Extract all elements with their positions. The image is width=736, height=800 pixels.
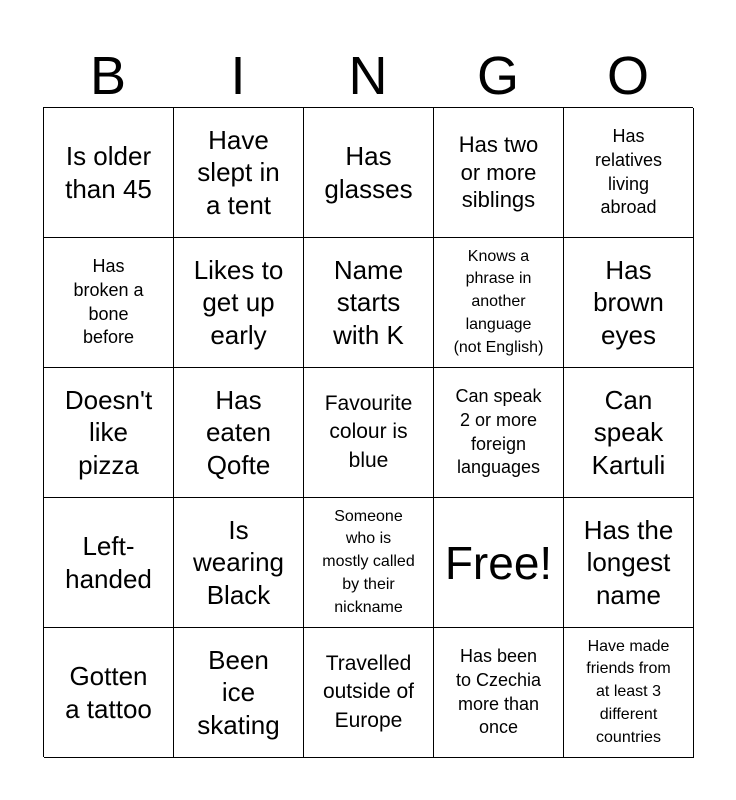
bingo-cell[interactable]: [564, 368, 694, 498]
bingo-cell-text: Have slept in a tent: [197, 125, 280, 220]
bingo-cell-text: Can speak Kartuli: [591, 385, 666, 480]
bingo-cell[interactable]: [44, 368, 174, 498]
bingo-free-space[interactable]: [434, 498, 564, 628]
bingo-cell-text: Has broken a bone before: [73, 256, 144, 348]
bingo-cell-text: Has brown eyes: [593, 255, 664, 350]
bingo-cell-text: Been ice skating: [197, 645, 280, 740]
bingo-cell-text: Has the longest name: [583, 515, 674, 610]
bingo-cell-text: Left- handed: [65, 531, 152, 594]
bingo-cell-text: Has been to Czechia more than once: [455, 646, 542, 738]
header-letter-i: I: [230, 46, 246, 106]
header-letter-g: G: [476, 46, 519, 106]
bingo-cell-text: Gotten a tattoo: [65, 661, 152, 724]
bingo-cell[interactable]: [564, 498, 694, 628]
bingo-cell[interactable]: [44, 238, 174, 368]
bingo-cell[interactable]: [434, 108, 564, 238]
bingo-cell[interactable]: [304, 368, 434, 498]
bingo-cell-text: Is older than 45: [65, 141, 152, 204]
bingo-cell-text: Knows a phrase in another language (not English): [453, 247, 544, 356]
bingo-cell[interactable]: [434, 238, 564, 368]
bingo-cell[interactable]: [434, 368, 564, 498]
bingo-cell-text: Has eaten Qofte: [205, 385, 272, 480]
bingo-cell[interactable]: [174, 628, 304, 758]
bingo-cell-text: Have made friends from at least 3 different countries: [586, 637, 671, 746]
bingo-cell-text: Travelled outside of Europe: [322, 651, 415, 732]
bingo-cell[interactable]: [174, 238, 304, 368]
bingo-cell[interactable]: [174, 108, 304, 238]
bingo-cell-text: Has two or more siblings: [458, 131, 539, 213]
bingo-cell[interactable]: [304, 238, 434, 368]
bingo-cell-text: Has relatives living abroad: [594, 126, 663, 218]
bingo-cell-text: Can speak 2 or more foreign languages: [455, 386, 542, 478]
bingo-cell-text: Name starts with K: [333, 255, 404, 350]
bingo-card-grid: [43, 107, 693, 757]
bingo-cell[interactable]: [174, 368, 304, 498]
free-space-text: Free!: [444, 536, 553, 589]
header-letter-n: N: [348, 46, 388, 106]
bingo-cell[interactable]: [564, 628, 694, 758]
header-letter-b: B: [89, 46, 127, 106]
header-letter-o: O: [606, 46, 649, 106]
bingo-cell[interactable]: [44, 498, 174, 628]
bingo-cell[interactable]: [304, 108, 434, 238]
bingo-cell-text: Someone who is mostly called by their nickname: [322, 507, 415, 616]
bingo-cell-text: Doesn't like pizza: [64, 385, 153, 480]
bingo-cell[interactable]: [304, 498, 434, 628]
bingo-cell-text: Has glasses: [324, 141, 413, 204]
bingo-cell-text: Is wearing Black: [192, 515, 285, 610]
bingo-cell[interactable]: [44, 108, 174, 238]
bingo-cell-text: Favourite colour is blue: [324, 391, 413, 472]
bingo-cell[interactable]: [44, 628, 174, 758]
bingo-cell[interactable]: [564, 108, 694, 238]
bingo-header: [43, 46, 693, 106]
bingo-cell[interactable]: [304, 628, 434, 758]
bingo-cell[interactable]: [174, 498, 304, 628]
bingo-cell[interactable]: [564, 238, 694, 368]
bingo-cell[interactable]: [434, 628, 564, 758]
bingo-cell-text: Likes to get up early: [193, 255, 284, 350]
